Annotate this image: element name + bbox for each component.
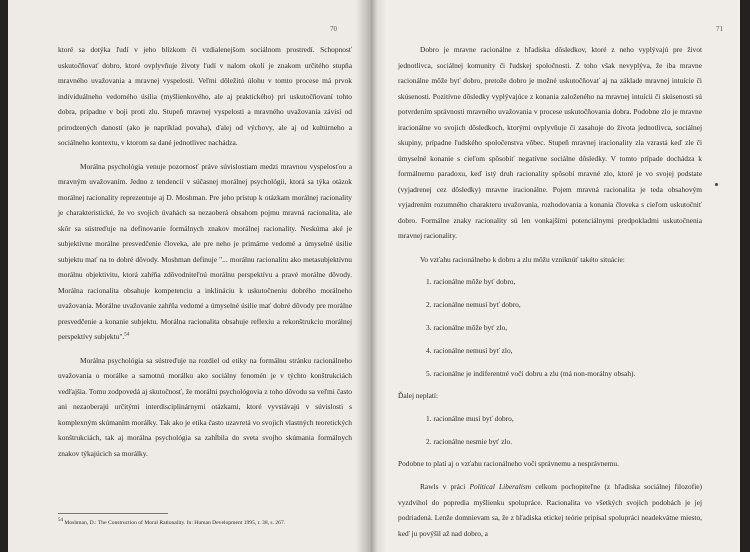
- left-paragraph-1: ktoré sa dotýka ľudí v jeho blízkom či vzdialenejšom sociálnom prostredí. Schopnosť uskutočňovať dobro, ktoré ovplyvňuje životy ľudí v nalom okolí je znakom určitého stupňa mravného uvažovania a mravnej vyspelosti. Veľmi dôležitú úlohu v tomto procese má prvok individuálneho vedomého úsilia (myšlienkového, ale aj praktického) pri uskutočňovaní tohto dobra, prípadne v boji proti zlu. Stupeň mravnej vyspelosti a mravného uvažovania závisí od prirodzených daností (ako je napríklad povaha), ďalej od výchovy, ale aj od kultúrneho a sociálneho kontextu, v ktorom sa dané jednotlivec nachádza.: [58, 45, 352, 147]
- left-page-number: 70: [330, 25, 337, 33]
- scan-edge-right: [740, 0, 750, 552]
- list-item: 1. racionálne môže byť dobro,: [426, 277, 516, 286]
- list-item: 4. racionálne nemusí byť zlo,: [426, 346, 513, 355]
- further-label: Ďalej neplatí:: [398, 391, 439, 400]
- list-item: 1. racionálne musí byť dobro,: [426, 413, 514, 423]
- left-paragraph-2: [58, 159, 352, 345]
- list-item: 3. racionálne môže byť zlo,: [426, 323, 508, 332]
- book-title: Political Liberalism: [469, 482, 532, 491]
- footnote: [58, 519, 358, 527]
- footnote-text: Moshman, D.: The Construction of Moral Rationality. In: Human Development 1995, r. 38, s. 267.: [64, 520, 286, 526]
- left-page-body: [58, 42, 352, 461]
- invalid-list: [426, 407, 702, 453]
- scan-edge-left: [0, 0, 8, 552]
- left-paragraph-2-text: Morálna psychológia venuje pozornosť práve súvislostiam medzi mravnou vyspelosťou a mravným uvažovaním. Jedno z tendencií v súčasnej morálnej psychológii, ktorá sa týka otázok morálnej racionality reprezentuje aj D. Moshman. Pre jeho prístup k otázkam morálnej racionality je charakteristické, že vo svojich úvahách sa nezaoberá obsahom pojmu mravná racionalita, ale skôr sa sústreďuje na definovanie formálnych znakov morálnej racionality. Neskúma aké je subjektívne morálne presvedčenie človeka, ale pre neho je primárne vedomé a úmyselné úsilie subjektu mať na to dobré dôvody. Moshman definuje "... morálnu racionalitu ako metasubjektívnu morálnu objektivitu, ktorá zahŕňa zdôvodniteľnú morálnu perspektívu a pravé morálne dôvody. Morálna racionalita obsahuje kompetenciu a inklináciu k uskutočneniu dobrého morálneho uvažovania. Morálne uvažovanie zahŕňa vedomé a úmyselné úsilie mať dobré dôvody pre morálne presvedčenie a konanie subjektu. Morálna racionalita obsahuje reflexiu a rekonštrukciu morálnej perspektívy subjektu".: [58, 161, 352, 341]
- list-item: 5. racionálne je indiferentné voči dobru a zlu (má non-morálny obsah).: [426, 369, 636, 378]
- footnote-rule: [58, 513, 168, 514]
- list-item: 2. racionálne nesmie byť zlo.: [426, 436, 513, 446]
- rawls-text: celkom pochopiteľne (z hľadiska sociálnej filozofie) vyzdvihol do popredia myšlienku spolupráce. Racionalita vo všetkých svojich podobách je jej podriadená. Lenže domnievam sa, že z hľadiska etickej teórie pripísal spolupráci neadekvátne miesto, keď ju povýšil až nad dobro, a: [398, 482, 702, 538]
- situations-intro: Vo vzťahu racionálneho k dobru a zlu môžu vzniknúť takéto situácie:: [420, 254, 625, 264]
- footnote-reference: 54: [124, 332, 130, 338]
- scan-speck: [715, 183, 718, 186]
- right-paragraph-3: [398, 479, 702, 541]
- right-page-number: 71: [716, 25, 723, 33]
- right-paragraph-2: Podobne to platí aj o vzťahu racionálneho voči správnemu a nesprávnemu.: [398, 458, 619, 468]
- footnote-number: 54: [58, 518, 63, 524]
- situations-list: [426, 270, 702, 385]
- right-paragraph-1: Dobro je mravne racionálne z hľadiska dôsledkov, ktoré z neho vyplývajú pre život jednotlivca, sociálnej komunity či ľudskej spoločnosti. Z toho však nevyplýva, že iba mravne racionálne môže byť dobro, pretože dobro je možné uskutočňovať aj na základe mravnej intuície či skúsenosti. Pozitívne dôsledky vyplývajúce z konania založeného na mravnej intuícii či skúsenosti sú potvrdením správnosti mravného uvažovania v procese uskutočňovania dobra. Podobne zlo je mravne iracionálne vo svojich dôsledkoch, ktorými ovplyvňuje či zasahuje do života jednotlivca, sociálnej skupiny, prípadne ľudského spoločenstva vôbec. Stupeň mravnej iracionality zla vzrastá keď zle či úmyselné konanie s cieľom spôsobiť negatívne sociálne dôsledky. V tomto prípade dochádza k formálnemu paradoxu, keď istý druh racionality spôsobí mravné zlo, ktoré je vo svojej podstate (vyjadrenej cez dôsledky) mravne iracionálne. Pojem mravná racionalita je teda obsahovým vyjadrením rozumného charakteru uvažovania, rozhodovania a konania človeka s cieľom uskutočniť dobro. Formálne znaky racionality sú len vonkajšími potenciálnymi predpokladmi uskutočnenia mravnej racionality.: [398, 45, 702, 240]
- right-page-body: [398, 42, 702, 541]
- right-page: [370, 0, 740, 552]
- rawls-intro: Rawls v práci: [420, 482, 466, 491]
- book-gutter-shadow: [356, 0, 386, 552]
- left-page: [8, 0, 370, 552]
- list-item: 2. racionálne nemusí byť dobro,: [426, 300, 521, 309]
- left-paragraph-3: Morálna psychológia sa sústreďuje na rozdiel od etiky na formálnu stránku racionálneho uvažovania o morálke a samotnú morálku ako sociálny fenomén je v týchto konštrukciách vedľajšia. Tomu zodpovedá aj skutočnosť, že morálni psychológovia z toho dôvodu sa veľmi často ani nezaoberajú určitými interdisciplinárnymi otázkami, ktoré vyvstávajú v súvislosti s komplexným skúmaním morálky. Tak ako je etika často uzavretá vo svojich vlastných teoretických konštrukciách, tak aj morálna psychológia sa zahĺbila do sveta svojho skúmania formálnych znakov týkajúcich sa morálky.: [58, 355, 352, 458]
